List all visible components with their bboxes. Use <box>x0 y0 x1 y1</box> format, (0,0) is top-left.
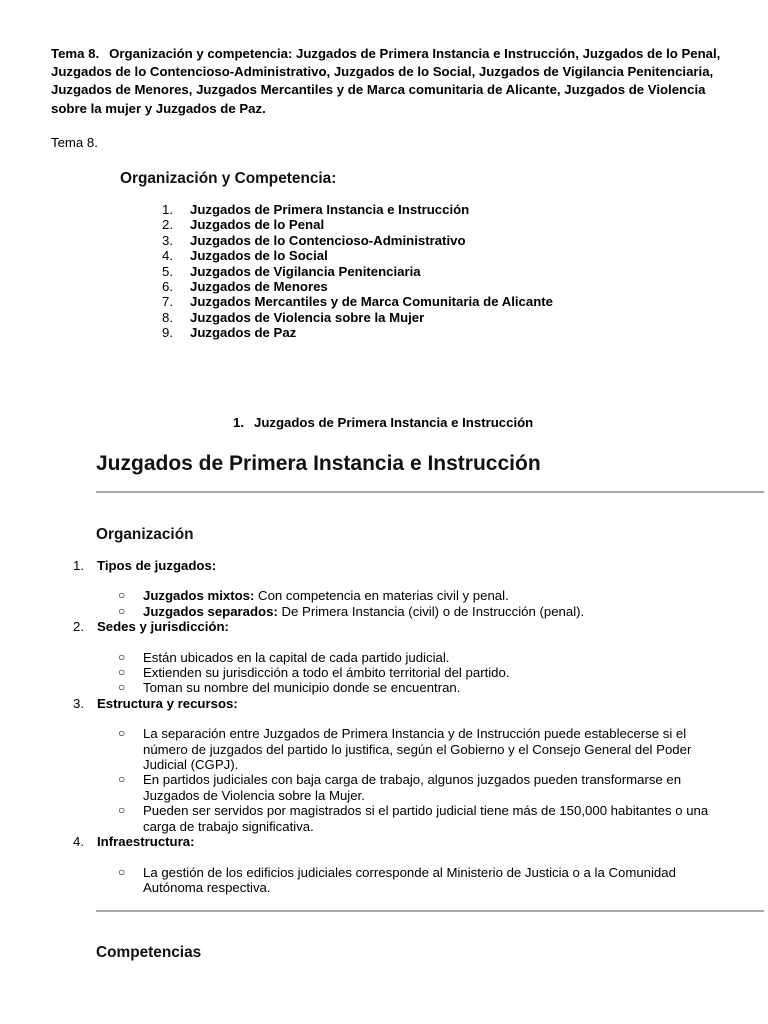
section-title <box>73 619 733 634</box>
item-text: La separación entre Juzgados de Primera Instancia y de Instrucción puede establecerse si el número de juzgados del partido lo justifica, según el Gobierno y el Consejo General del Poder Judicial (CGPJ). <box>143 726 692 773</box>
circle-bullet-icon: ○ <box>118 803 126 818</box>
document-header <box>51 45 731 118</box>
toc-item <box>162 325 553 340</box>
circle-bullet-icon: ○ <box>118 864 126 879</box>
toc-label: Juzgados de Paz <box>190 325 297 341</box>
list-item <box>73 665 733 680</box>
section-number: 1. <box>73 558 84 573</box>
list-item <box>73 803 733 834</box>
toc-item <box>162 310 553 325</box>
competencias-heading: Competencias <box>96 944 202 961</box>
section-title-centered <box>233 415 533 430</box>
main-heading: Juzgados de Primera Instancia e Instrucción <box>96 452 541 475</box>
toc-number: 3. <box>162 232 173 248</box>
toc-label: Juzgados de Vigilancia Penitenciaria <box>190 263 421 279</box>
item-text: Pueden ser servidos por magistrados si el partido judicial tiene más de 150,000 habitantes o una carga de trabajo significativa. <box>143 803 709 834</box>
item-bold: Juzgados separados: <box>143 603 278 619</box>
toc-number: 1. <box>162 202 173 217</box>
section-label: Juzgados de Primera Instancia e Instrucción <box>254 415 534 430</box>
circle-bullet-icon: ○ <box>118 680 126 695</box>
organizacion-heading: Organización <box>96 526 194 543</box>
toc-label: Juzgados Mercantiles y de Marca Comunitaria de Alicante <box>190 294 554 310</box>
section-title-text: Infraestructura: <box>97 834 195 850</box>
list-item <box>73 726 733 772</box>
toc-item <box>162 248 553 263</box>
toc-label: Juzgados de lo Social <box>190 248 328 264</box>
section-item <box>73 834 733 895</box>
horizontal-divider <box>96 910 764 912</box>
circle-bullet-icon: ○ <box>118 665 126 680</box>
item-text: En partidos judiciales con baja carga de trabajo, algunos juzgados pueden transformarse en Juzgados de Violencia sobre la Mujer. <box>143 772 682 803</box>
toc-number: 6. <box>162 279 173 295</box>
list-item <box>73 772 733 803</box>
section-number: 2. <box>73 619 84 635</box>
item-text: Con competencia en materias civil y penal. <box>254 588 509 604</box>
toc-label: Juzgados de lo Penal <box>190 217 325 233</box>
toc-item <box>162 233 553 248</box>
item-text: Están ubicados en la capital de cada partido judicial. <box>143 649 450 665</box>
circle-bullet-icon: ○ <box>118 649 126 664</box>
list-item <box>73 650 733 665</box>
toc-item <box>162 294 553 309</box>
item-bold: Juzgados mixtos: <box>143 588 255 604</box>
toc-label: Juzgados de Menores <box>190 279 328 295</box>
toc-item <box>162 217 553 232</box>
circle-bullet-icon: ○ <box>118 726 126 741</box>
item-text: Toman su nombre del municipio donde se encuentran. <box>143 680 461 696</box>
list-item <box>73 680 733 695</box>
list-item <box>73 865 733 896</box>
header-number: Tema 8. <box>51 46 100 61</box>
section-title-text: Sedes y jurisdicción: <box>97 619 229 635</box>
section-number: 3. <box>73 695 84 711</box>
circle-bullet-icon: ○ <box>118 588 126 603</box>
sub-list <box>73 726 733 834</box>
sub-list <box>73 650 733 696</box>
organization-list <box>73 558 733 895</box>
toc-item <box>162 264 553 279</box>
section-title <box>73 696 733 711</box>
tema-label: Tema 8. <box>51 135 98 150</box>
subtitle: Organización y Competencia: <box>120 170 337 187</box>
toc-number: 8. <box>162 309 173 325</box>
section-title <box>73 558 733 573</box>
sub-list <box>73 865 733 896</box>
item-text: Extienden su jurisdicción a todo el ámbito territorial del partido. <box>143 665 510 681</box>
toc-number: 2. <box>162 217 173 233</box>
section-number: 1. <box>233 415 244 430</box>
toc-number: 7. <box>162 294 173 310</box>
table-of-contents <box>162 202 553 341</box>
list-item <box>73 604 733 619</box>
toc-number: 5. <box>162 263 173 279</box>
section-title-text: Tipos de juzgados: <box>97 558 217 573</box>
item-text: La gestión de los edificios judiciales corresponde al Ministerio de Justicia o a la Comunidad Autónoma respectiva. <box>143 864 676 895</box>
circle-bullet-icon: ○ <box>118 772 126 787</box>
section-item <box>73 696 733 834</box>
toc-item <box>162 279 553 294</box>
toc-label: Juzgados de Violencia sobre la Mujer <box>190 309 425 325</box>
section-item <box>73 558 733 619</box>
circle-bullet-icon: ○ <box>118 603 126 618</box>
toc-label: Juzgados de lo Contencioso-Administrativo <box>190 232 466 248</box>
toc-item <box>162 202 553 217</box>
section-title-text: Estructura y recursos: <box>97 695 238 711</box>
section-item <box>73 619 733 696</box>
sub-list <box>73 588 733 619</box>
toc-label: Juzgados de Primera Instancia e Instrucción <box>190 202 470 217</box>
header-text: Organización y competencia: Juzgados de Primera Instancia e Instrucción, Juzgados de lo Penal, Juzgados de lo Contencioso-Administrativo, Juzgados de lo Social, Juzgados de Vigilancia Penitenciaria, Juzgados de Menores, Juzgados Mercantiles y de Marca comunitaria de Alicante, Juzgados de Violencia sobre la mujer y Juzgados de Paz. <box>51 46 721 116</box>
horizontal-divider <box>96 491 764 493</box>
item-text: De Primera Instancia (civil) o de Instrucción (penal). <box>277 603 585 619</box>
section-title <box>73 834 733 849</box>
section-number: 4. <box>73 834 84 850</box>
toc-number: 4. <box>162 248 173 264</box>
list-item <box>73 588 733 603</box>
toc-number: 9. <box>162 325 173 341</box>
